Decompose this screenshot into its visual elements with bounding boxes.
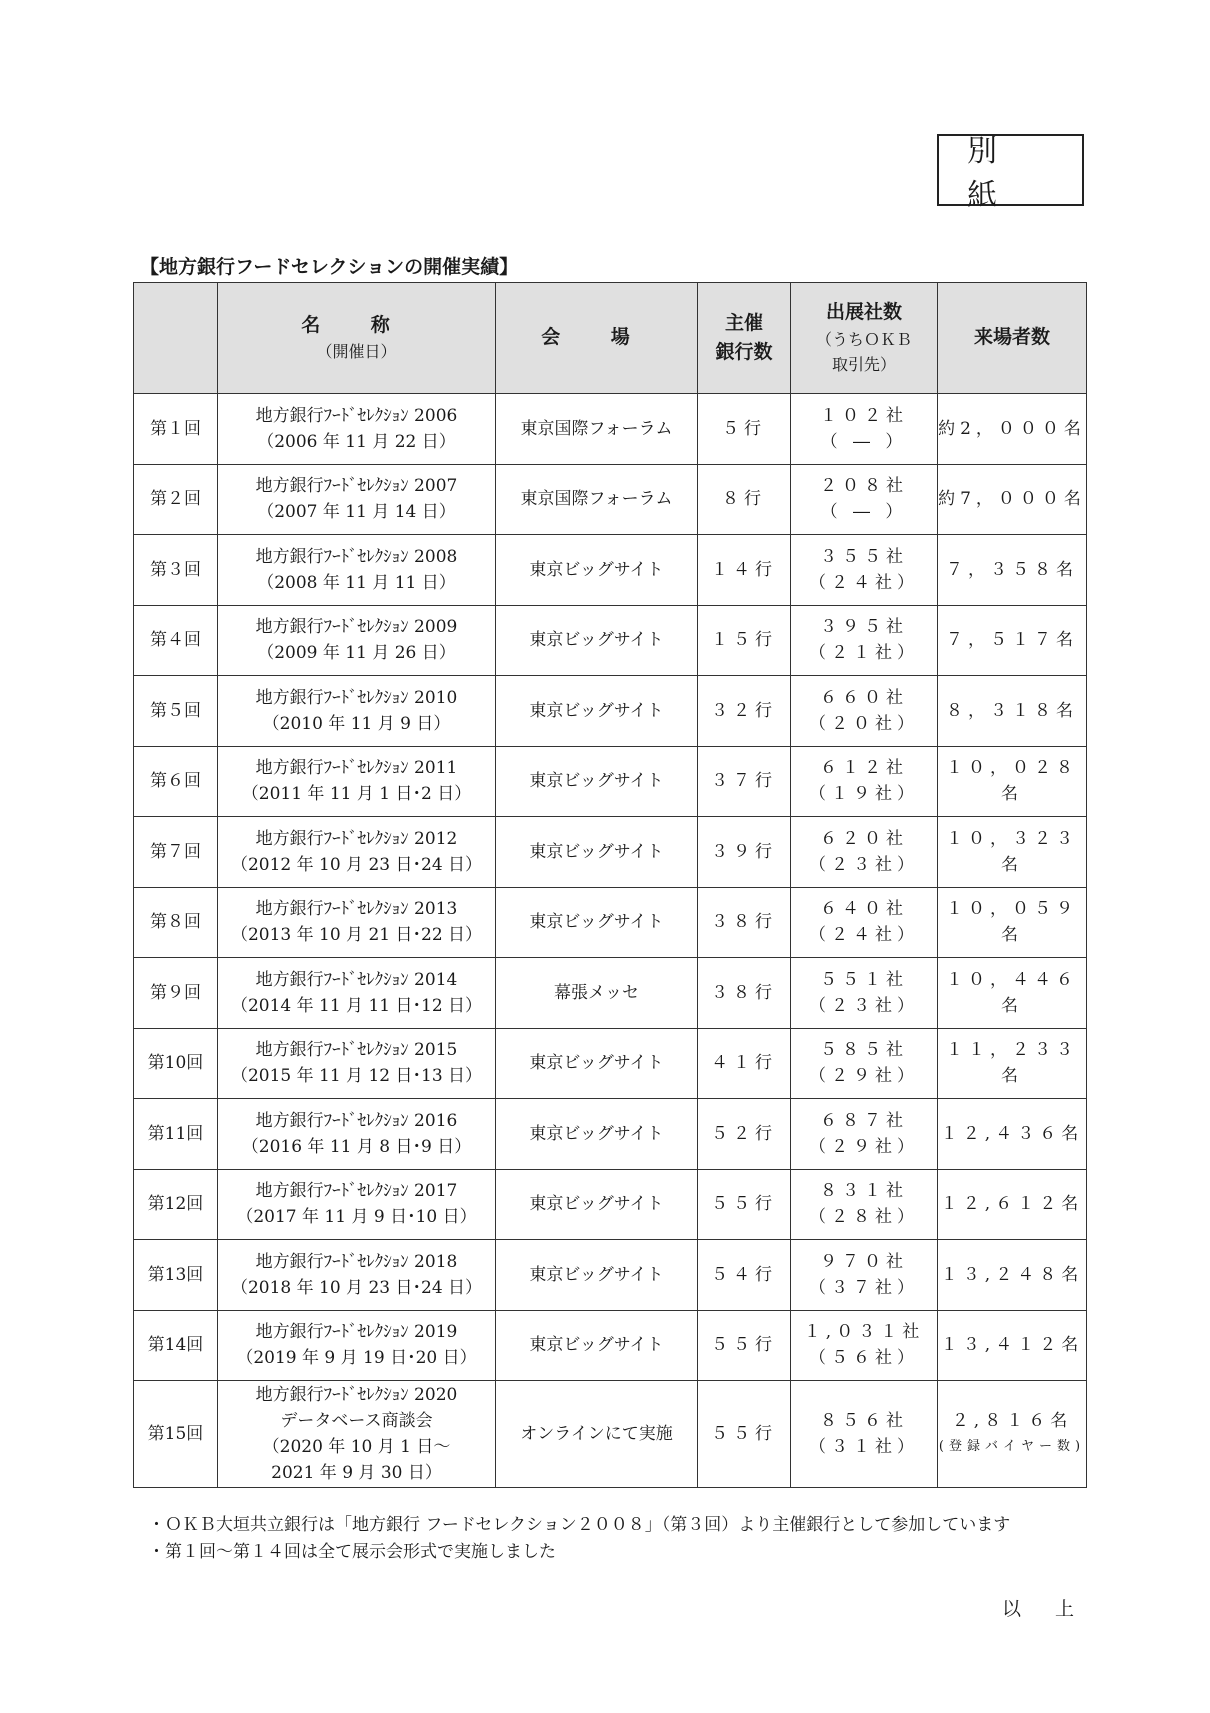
- exhibitors-cell: ６１２社 （１９社）: [791, 746, 938, 817]
- event-name-cell: 地方銀行ﾌｰﾄﾞｾﾚｸｼｮﾝ 2015 （2015 年 11 月 12 日･13 日）: [218, 1028, 496, 1099]
- footnote: ・第１回～第１４回は全て展示会形式で実施しました: [148, 1542, 556, 1562]
- banks-cell: ３２行: [698, 676, 791, 747]
- footnote: ・ＯＫＢ大垣共立銀行は「地方銀行 フードセレクション２００８」（第３回）より主催銀行として参加しています: [148, 1515, 1011, 1535]
- table-row: [134, 887, 1087, 958]
- event-name-cell: 地方銀行ﾌｰﾄﾞｾﾚｸｼｮﾝ 2006 （2006 年 11 月 22 日）: [218, 394, 496, 465]
- round-cell: 第10回: [134, 1028, 218, 1099]
- header-exhibitors: 出展社数 （うちＯＫＢ 取引先）: [791, 283, 938, 394]
- document-title: 【地方銀行フードセレクションの開催実績】: [140, 256, 519, 278]
- venue-cell: 東京ビッグサイト: [496, 817, 698, 888]
- event-name-cell: 地方銀行ﾌｰﾄﾞｾﾚｸｼｮﾝ 2020 データベース商談会 （2020 年 10 月 1 日～ 2021 年 9 月 30 日）: [218, 1381, 496, 1488]
- round-cell: 第９回: [134, 958, 218, 1029]
- banks-cell: ４１行: [698, 1028, 791, 1099]
- exhibitors-cell: ５５１社 （２３社）: [791, 958, 938, 1029]
- exhibitors-cell: ６２０社 （２３社）: [791, 817, 938, 888]
- round-cell: 第５回: [134, 676, 218, 747]
- venue-cell: 東京ビッグサイト: [496, 1310, 698, 1381]
- exhibitors-cell: １,０３１社 （５６社）: [791, 1310, 938, 1381]
- event-name-cell: 地方銀行ﾌｰﾄﾞｾﾚｸｼｮﾝ 2014 （2014 年 11 月 11 日･12 日）: [218, 958, 496, 1029]
- event-name-cell: 地方銀行ﾌｰﾄﾞｾﾚｸｼｮﾝ 2013 （2013 年 10 月 21 日･22 日）: [218, 887, 496, 958]
- visitors-cell: ７，５１７名: [938, 605, 1087, 676]
- banks-cell: ３８行: [698, 958, 791, 1029]
- banks-cell: ５５行: [698, 1310, 791, 1381]
- round-cell: 第15回: [134, 1381, 218, 1488]
- event-name-cell: 地方銀行ﾌｰﾄﾞｾﾚｸｼｮﾝ 2007 （2007 年 11 月 14 日）: [218, 464, 496, 535]
- visitors-cell: 約7，０００名: [938, 464, 1087, 535]
- results-table: [133, 282, 1087, 1488]
- round-cell: 第７回: [134, 817, 218, 888]
- table-row: [134, 1099, 1087, 1170]
- banks-cell: ５４行: [698, 1240, 791, 1311]
- event-name-cell: 地方銀行ﾌｰﾄﾞｾﾚｸｼｮﾝ 2018 （2018 年 10 月 23 日･24 日）: [218, 1240, 496, 1311]
- exhibitors-cell: ２０８社 （ ― ）: [791, 464, 938, 535]
- visitors-cell: １３,４１２名: [938, 1310, 1087, 1381]
- banks-cell: ３９行: [698, 817, 791, 888]
- table-row: [134, 605, 1087, 676]
- event-name-cell: 地方銀行ﾌｰﾄﾞｾﾚｸｼｮﾝ 2019 （2019 年 9 月 19 日･20 日）: [218, 1310, 496, 1381]
- visitors-cell: ２,８１６名 (登録バイヤー数): [938, 1381, 1087, 1488]
- round-cell: 第13回: [134, 1240, 218, 1311]
- round-cell: 第２回: [134, 464, 218, 535]
- visitors-cell: 約2，０００名: [938, 394, 1087, 465]
- table-row: [134, 1381, 1087, 1488]
- round-cell: 第８回: [134, 887, 218, 958]
- attachment-stamp: 別 紙: [937, 134, 1084, 206]
- closing-mark: 以 上: [1002, 1598, 1089, 1620]
- venue-cell: 東京ビッグサイト: [496, 746, 698, 817]
- event-name-cell: 地方銀行ﾌｰﾄﾞｾﾚｸｼｮﾝ 2009 （2009 年 11 月 26 日）: [218, 605, 496, 676]
- table-row: [134, 1240, 1087, 1311]
- table-row: [134, 746, 1087, 817]
- round-cell: 第１回: [134, 394, 218, 465]
- exhibitors-cell: ６８７社 （２９社）: [791, 1099, 938, 1170]
- event-name-cell: 地方銀行ﾌｰﾄﾞｾﾚｸｼｮﾝ 2008 （2008 年 11 月 11 日）: [218, 535, 496, 606]
- table-row: [134, 535, 1087, 606]
- table-row: [134, 817, 1087, 888]
- table-row: [134, 676, 1087, 747]
- exhibitors-cell: ６４０社 （２４社）: [791, 887, 938, 958]
- event-name-cell: 地方銀行ﾌｰﾄﾞｾﾚｸｼｮﾝ 2012 （2012 年 10 月 23 日･24 日）: [218, 817, 496, 888]
- banks-cell: ５行: [698, 394, 791, 465]
- banks-cell: ３７行: [698, 746, 791, 817]
- banks-cell: ５５行: [698, 1169, 791, 1240]
- exhibitors-cell: ３５５社 （２４社）: [791, 535, 938, 606]
- visitors-cell: １２,６１２名: [938, 1169, 1087, 1240]
- visitors-cell: １０，３２３名: [938, 817, 1087, 888]
- venue-cell: 東京ビッグサイト: [496, 535, 698, 606]
- header-visitors: 来場者数: [938, 283, 1087, 394]
- visitors-cell: ８，３１８名: [938, 676, 1087, 747]
- banks-cell: １４行: [698, 535, 791, 606]
- exhibitors-cell: ５８５社 （２９社）: [791, 1028, 938, 1099]
- round-cell: 第11回: [134, 1099, 218, 1170]
- round-cell: 第３回: [134, 535, 218, 606]
- table-row: [134, 394, 1087, 465]
- banks-cell: １５行: [698, 605, 791, 676]
- event-name-cell: 地方銀行ﾌｰﾄﾞｾﾚｸｼｮﾝ 2016 （2016 年 11 月 8 日･9 日）: [218, 1099, 496, 1170]
- header-banks: 主催 銀行数: [698, 283, 791, 394]
- table-header-row: [134, 283, 1087, 394]
- exhibitors-cell: ９７０社 （３７社）: [791, 1240, 938, 1311]
- venue-cell: 東京ビッグサイト: [496, 1099, 698, 1170]
- venue-cell: 東京ビッグサイト: [496, 1240, 698, 1311]
- exhibitors-cell: １０２社 （ ― ）: [791, 394, 938, 465]
- exhibitors-cell: ８３１社 （２８社）: [791, 1169, 938, 1240]
- exhibitors-cell: ６６０社 （２０社）: [791, 676, 938, 747]
- visitors-cell: ７，３５８名: [938, 535, 1087, 606]
- header-round: [134, 283, 218, 394]
- visitors-cell: １０，０２８名: [938, 746, 1087, 817]
- venue-cell: 東京ビッグサイト: [496, 1028, 698, 1099]
- visitors-cell: １０，０５９名: [938, 887, 1087, 958]
- event-name-cell: 地方銀行ﾌｰﾄﾞｾﾚｸｼｮﾝ 2010 （2010 年 11 月 9 日）: [218, 676, 496, 747]
- round-cell: 第12回: [134, 1169, 218, 1240]
- banks-cell: ８行: [698, 464, 791, 535]
- round-cell: 第14回: [134, 1310, 218, 1381]
- visitors-cell: １２,４３６名: [938, 1099, 1087, 1170]
- venue-cell: 東京ビッグサイト: [496, 605, 698, 676]
- venue-cell: 東京ビッグサイト: [496, 676, 698, 747]
- header-name: 名 称 （開催日）: [218, 283, 496, 394]
- banks-cell: ３８行: [698, 887, 791, 958]
- table-row: [134, 464, 1087, 535]
- venue-cell: 幕張メッセ: [496, 958, 698, 1029]
- venue-cell: 東京国際フォーラム: [496, 394, 698, 465]
- exhibitors-cell: ８５６社 （３１社）: [791, 1381, 938, 1488]
- table-row: [134, 1310, 1087, 1381]
- venue-cell: オンラインにて実施: [496, 1381, 698, 1488]
- table-row: [134, 1169, 1087, 1240]
- footnotes: [148, 1512, 1010, 1566]
- header-venue: 会 場: [496, 283, 698, 394]
- venue-cell: 東京ビッグサイト: [496, 1169, 698, 1240]
- round-cell: 第６回: [134, 746, 218, 817]
- visitors-cell: １１，２３３名: [938, 1028, 1087, 1099]
- table-row: [134, 958, 1087, 1029]
- round-cell: 第４回: [134, 605, 218, 676]
- visitors-cell: １３,２４８名: [938, 1240, 1087, 1311]
- visitors-cell: １０，４４６名: [938, 958, 1087, 1029]
- table-row: [134, 1028, 1087, 1099]
- event-name-cell: 地方銀行ﾌｰﾄﾞｾﾚｸｼｮﾝ 2011 （2011 年 11 月 1 日･2 日）: [218, 746, 496, 817]
- event-name-cell: 地方銀行ﾌｰﾄﾞｾﾚｸｼｮﾝ 2017 （2017 年 11 月 9 日･10 日）: [218, 1169, 496, 1240]
- banks-cell: ５５行: [698, 1381, 791, 1488]
- banks-cell: ５２行: [698, 1099, 791, 1170]
- venue-cell: 東京国際フォーラム: [496, 464, 698, 535]
- venue-cell: 東京ビッグサイト: [496, 887, 698, 958]
- exhibitors-cell: ３９５社 （２１社）: [791, 605, 938, 676]
